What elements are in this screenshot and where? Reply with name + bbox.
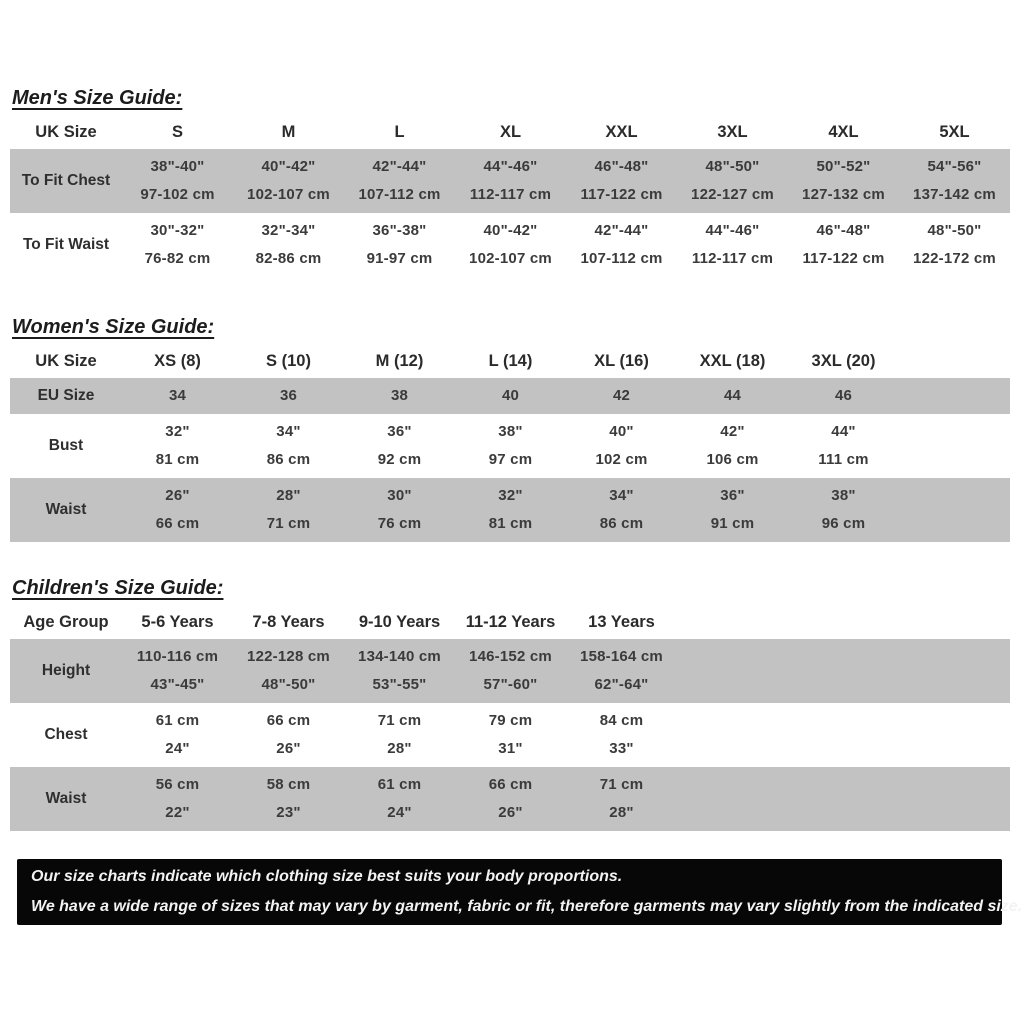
row-label: Height [41,662,91,679]
size-value-line: 46"-48" [816,222,871,239]
column-header: 9-10 Years [358,613,441,631]
size-value-line: 44" [831,423,856,440]
size-value-line: 38" [498,423,523,440]
size-cell [233,382,344,410]
size-value-line: 40" [609,423,634,440]
row-label: To Fit Chest [21,172,111,189]
size-cell [455,482,566,538]
table-row [10,767,1010,831]
size-value-line: 34" [276,423,301,440]
size-value-line: 32" [498,487,523,504]
size-value-line: 32"-34" [261,222,316,239]
column-header: S (10) [266,352,311,370]
childrens-size-guide-section [10,576,1010,831]
size-cell [455,217,566,273]
size-value-line: 46"-48" [594,158,649,175]
size-cell [122,643,233,699]
column-header: 4XL [828,123,859,141]
size-cell [233,418,344,474]
size-value-line: 91-97 cm [366,250,433,267]
mens-size-table [10,116,1010,277]
size-value-line: 122-127 cm [691,186,774,203]
size-value-line: 122-128 cm [247,648,330,665]
size-value-line: 66 cm [155,515,200,532]
size-value-line: 96 cm [821,515,866,532]
size-value-line: 48"-50" [705,158,760,175]
size-value-line: 43"-45" [150,676,205,693]
size-cell [344,418,455,474]
size-cell [122,382,233,410]
size-cell [677,418,788,474]
size-value-line: 81 cm [488,515,533,532]
mens-size-guide-section [10,86,1010,277]
size-cell [455,418,566,474]
size-cell [788,418,899,474]
size-value-line: 76 cm [377,515,422,532]
size-value-line: 30"-32" [150,222,205,239]
column-header: XXL (18) [699,352,766,370]
size-cell [566,382,677,410]
size-value-line: 40"-42" [483,222,538,239]
size-cell [788,482,899,538]
column-header: XL [499,123,522,141]
size-cell [566,707,677,763]
size-cell [677,382,788,410]
size-cell [566,418,677,474]
column-header: XXL [605,123,638,141]
column-header: 11-12 Years [465,613,556,631]
table-row [10,414,1010,478]
size-value-line: 28" [609,804,634,821]
size-value-line: 22" [165,804,190,821]
column-header: 3XL (20) [811,352,876,370]
size-value-line: 107-112 cm [358,186,441,203]
size-cell [899,217,1010,273]
column-header: 13 Years [588,613,655,631]
column-header: M (12) [375,352,424,370]
column-header: 7-8 Years [252,613,325,631]
size-value-line: 42"-44" [372,158,427,175]
mens-size-guide-title: Men's Size Guide: [12,87,183,109]
table-row [10,639,1010,703]
column-header: 5-6 Years [141,613,214,631]
row-label: Chest [44,726,88,743]
size-value-line: 102-107 cm [469,250,552,267]
size-value-line: 112-117 cm [469,186,552,203]
size-value-line: 61 cm [377,776,422,793]
size-value-line: 107-112 cm [580,250,663,267]
size-value-line: 32" [165,423,190,440]
size-cell [233,707,344,763]
size-value-line: 24" [387,804,412,821]
size-value-line: 71 cm [377,712,422,729]
size-cell [344,482,455,538]
size-value-line: 106 cm [706,451,759,468]
size-value-line: 26" [165,487,190,504]
size-cell [344,153,455,209]
column-header: 5XL [939,123,970,141]
size-notice-banner [17,859,1023,925]
size-cell [122,153,233,209]
size-value-line: 36"-38" [372,222,427,239]
size-value-line: 28" [387,740,412,757]
size-value-line: 26" [498,804,523,821]
table-header-row [10,116,1010,149]
womens-size-guide-section [10,315,1010,542]
size-value-line: 38 [390,387,409,404]
size-value-line: 44"-46" [483,158,538,175]
table-row [10,213,1010,277]
row-label-header: UK Size [35,352,97,370]
size-cell [122,217,233,273]
size-cell [455,153,566,209]
size-cell [899,153,1010,209]
table-row [10,703,1010,767]
size-value-line: 48"-50" [261,676,316,693]
table-row [10,149,1010,213]
size-cell [455,382,566,410]
column-header: XS (8) [154,352,201,370]
size-cell [233,153,344,209]
womens-size-table [10,345,1010,542]
size-value-line: 102 cm [595,451,648,468]
size-value-line: 36 [279,387,298,404]
size-cell [788,217,899,273]
size-cell [566,217,677,273]
size-value-line: 91 cm [710,515,755,532]
childrens-size-guide-title: Children's Size Guide: [12,577,224,599]
row-label: To Fit Waist [22,236,110,253]
size-cell [344,643,455,699]
size-value-line: 117-122 cm [580,186,663,203]
size-cell [566,153,677,209]
size-cell [344,217,455,273]
size-value-line: 46 [834,387,853,404]
size-value-line: 42" [720,423,745,440]
row-label: EU Size [37,387,95,404]
size-value-line: 36" [720,487,745,504]
size-value-line: 34 [168,387,187,404]
size-value-line: 71 cm [599,776,644,793]
size-value-line: 84 cm [599,712,644,729]
size-value-line: 86 cm [266,451,311,468]
row-label-header: Age Group [23,613,109,631]
size-value-line: 102-107 cm [247,186,330,203]
size-cell [122,418,233,474]
size-cell [233,771,344,827]
size-value-line: 28" [276,487,301,504]
size-value-line: 38"-40" [150,158,205,175]
size-cell [566,482,677,538]
size-value-line: 26" [276,740,301,757]
womens-size-guide-title: Women's Size Guide: [12,316,215,338]
size-value-line: 81 cm [155,451,200,468]
size-value-line: 110-116 cm [136,648,219,665]
size-value-line: 50"-52" [816,158,871,175]
size-value-line: 40 [501,387,520,404]
size-cell [344,382,455,410]
size-value-line: 30" [387,487,412,504]
size-value-line: 92 cm [377,451,422,468]
size-value-line: 76-82 cm [144,250,211,267]
size-value-line: 61 cm [155,712,200,729]
size-cell [233,482,344,538]
size-value-line: 44"-46" [705,222,760,239]
size-cell [455,643,566,699]
size-value-line: 137-142 cm [913,186,996,203]
size-value-line: 122-172 cm [913,250,996,267]
size-cell [788,382,899,410]
size-cell [455,707,566,763]
size-cell [233,643,344,699]
size-value-line: 58 cm [266,776,311,793]
table-row [10,478,1010,542]
size-value-line: 38" [831,487,856,504]
row-label: Waist [45,501,87,518]
size-cell [566,643,677,699]
size-cell [344,771,455,827]
size-value-line: 79 cm [488,712,533,729]
table-row [10,378,1010,414]
size-value-line: 117-122 cm [802,250,885,267]
notice-line-2: We have a wide range of sizes that may vary by garment, fabric or fit, therefore garments may vary slightly from the indicated size. [31,898,1023,915]
size-value-line: 66 cm [488,776,533,793]
table-header-row [10,606,1010,639]
size-cell [455,771,566,827]
size-value-line: 53"-55" [372,676,427,693]
size-value-line: 134-140 cm [358,648,441,665]
size-value-line: 111 cm [818,451,869,468]
size-cell [233,217,344,273]
size-cell [122,771,233,827]
size-cell [122,707,233,763]
row-label-header: UK Size [35,123,97,141]
childrens-size-table [10,606,1010,831]
size-cell [344,707,455,763]
size-value-line: 54"-56" [927,158,982,175]
column-header: L [394,123,405,141]
size-value-line: 71 cm [266,515,311,532]
column-header: M [281,123,296,141]
size-cell [677,482,788,538]
table-header-row [10,345,1010,378]
size-value-line: 56 cm [155,776,200,793]
size-value-line: 112-117 cm [691,250,774,267]
size-value-line: 44 [723,387,742,404]
size-value-line: 34" [609,487,634,504]
row-label: Waist [45,790,87,807]
size-value-line: 127-132 cm [802,186,885,203]
column-header: 3XL [717,123,748,141]
size-value-line: 86 cm [599,515,644,532]
column-header: XL (16) [594,352,649,370]
size-cell [566,771,677,827]
size-cell [677,217,788,273]
size-value-line: 62"-64" [594,676,649,693]
size-cell [122,482,233,538]
size-value-line: 36" [387,423,412,440]
notice-line-1: Our size charts indicate which clothing size best suits your body proportions. [31,868,623,885]
size-value-line: 31" [498,740,523,757]
size-value-line: 57"-60" [483,676,538,693]
size-value-line: 24" [165,740,190,757]
row-label: Bust [48,437,84,454]
size-value-line: 82-86 cm [255,250,322,267]
column-header: L (14) [488,352,533,370]
size-value-line: 97-102 cm [140,186,215,203]
size-value-line: 23" [276,804,301,821]
size-cell [788,153,899,209]
size-value-line: 158-164 cm [580,648,663,665]
column-header: S [171,123,183,141]
size-value-line: 40"-42" [261,158,316,175]
size-cell [677,153,788,209]
size-value-line: 33" [609,740,634,757]
size-value-line: 66 cm [266,712,311,729]
size-value-line: 146-152 cm [469,648,552,665]
size-value-line: 48"-50" [927,222,982,239]
size-value-line: 42"-44" [594,222,649,239]
size-value-line: 42 [612,387,631,404]
size-value-line: 97 cm [488,451,533,468]
